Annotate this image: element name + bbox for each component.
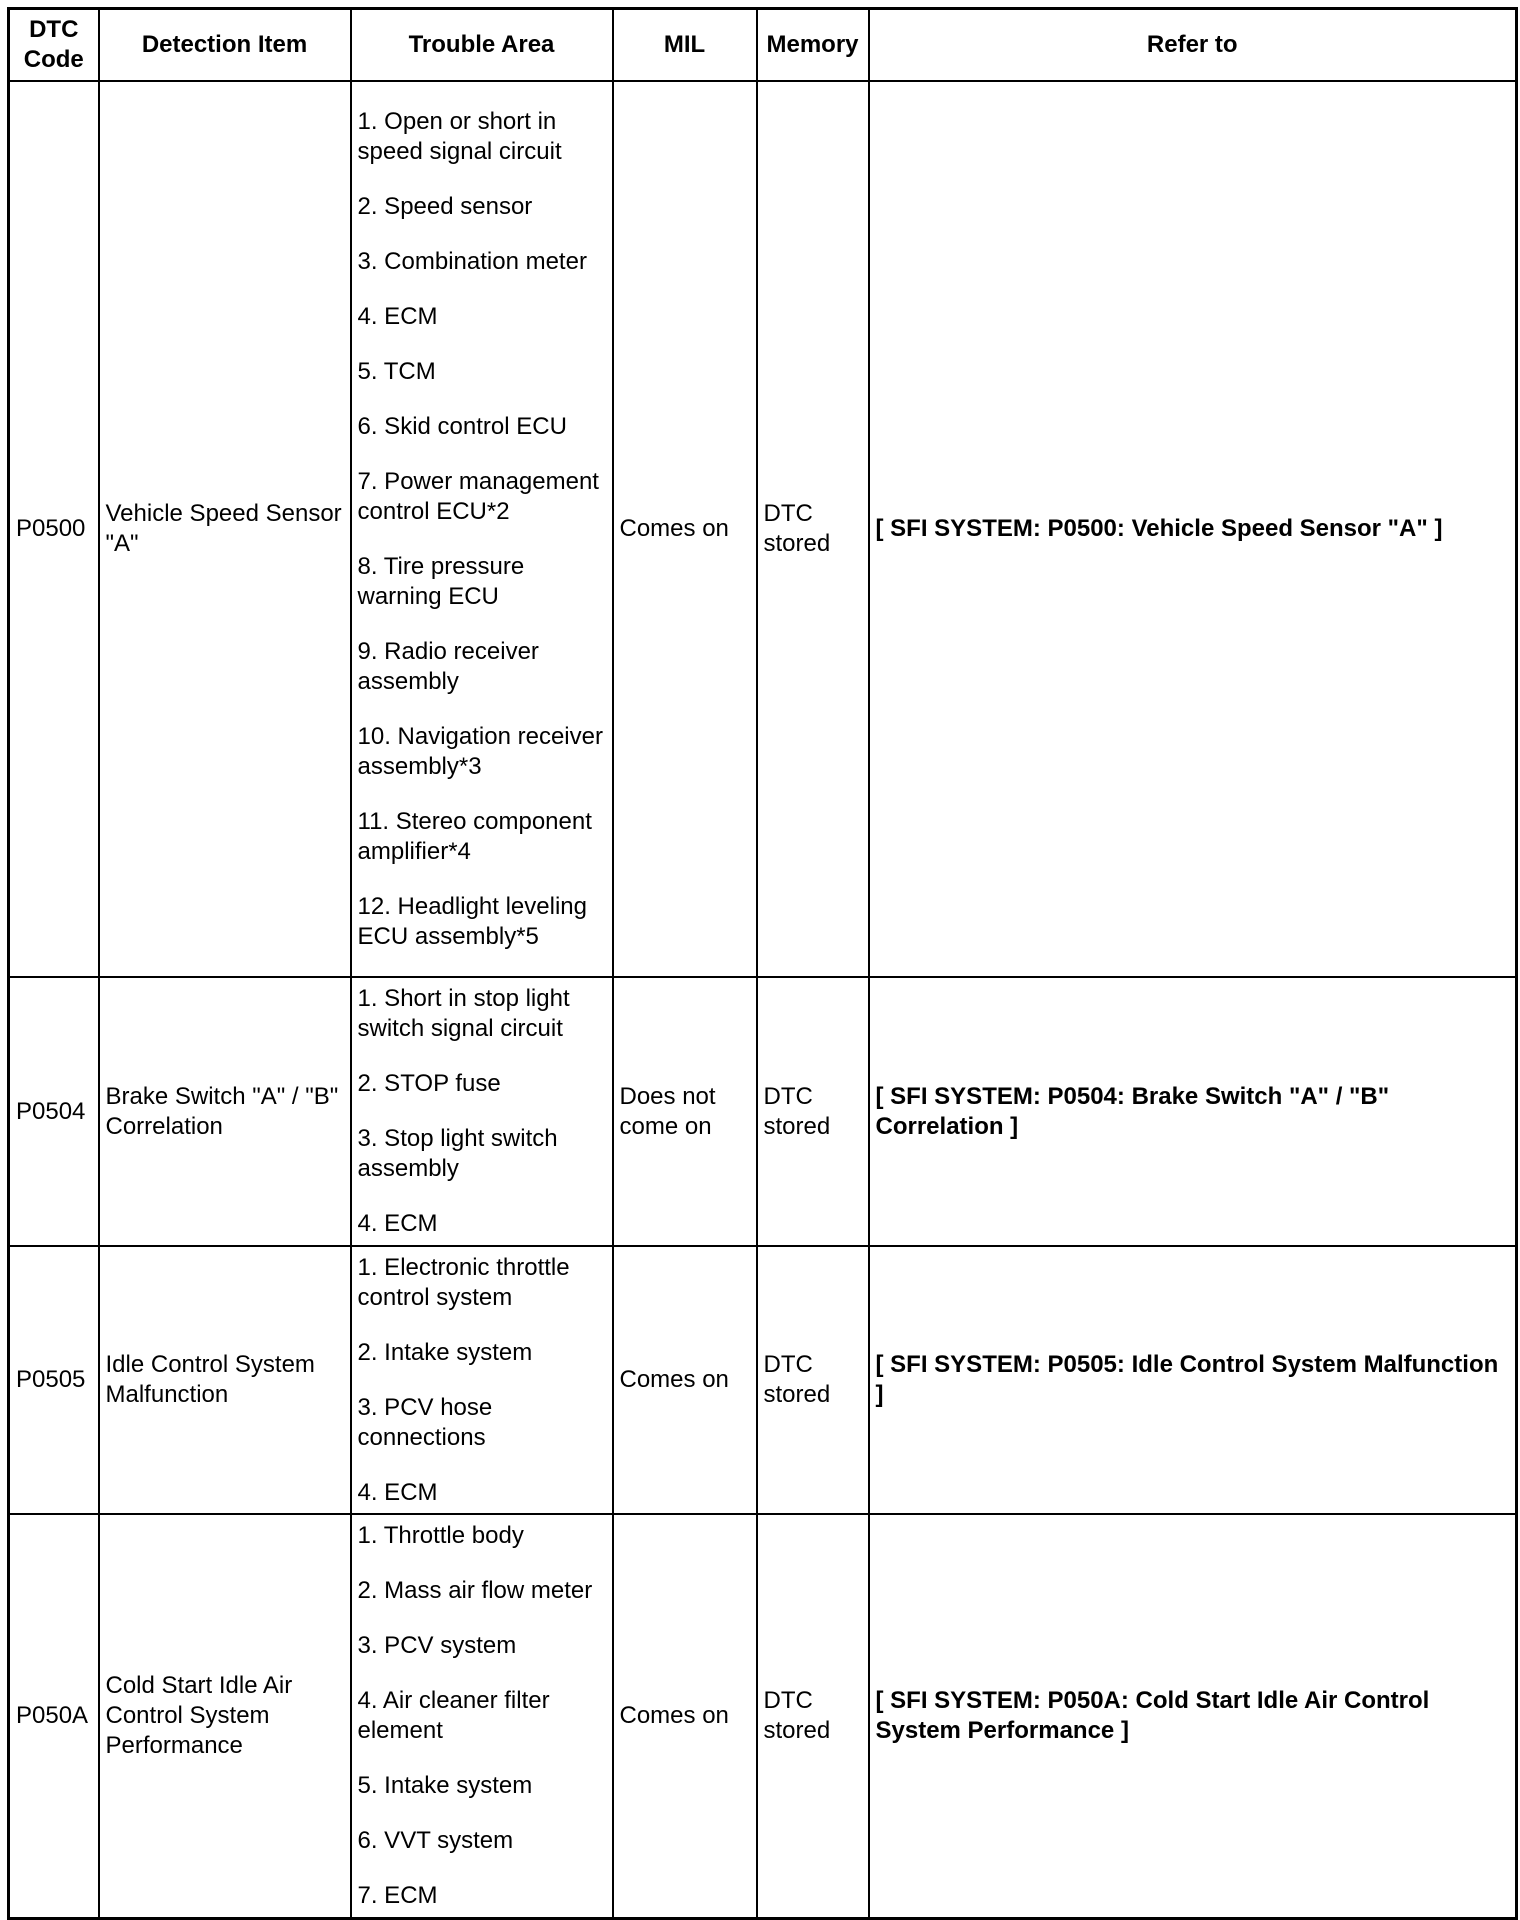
- table-row: [9, 1514, 1517, 1918]
- mil-cell: Comes on: [613, 81, 757, 977]
- trouble-area-item: 5. TCM: [357, 357, 436, 385]
- detection-item-cell: Cold Start Idle Air Control System Performance: [99, 1514, 351, 1918]
- trouble-area-item: 6. VVT system: [357, 1826, 514, 1854]
- trouble-area-cell: [351, 81, 613, 977]
- trouble-area-item: 3. Stop light switch assembly: [357, 1125, 558, 1182]
- header-detection-item: Detection Item: [99, 9, 351, 82]
- memory-cell: DTC stored: [757, 1514, 869, 1918]
- trouble-area-item: 2. Intake system: [357, 1338, 533, 1366]
- trouble-area-item: 9. Radio receiver assembly: [357, 637, 539, 695]
- trouble-area-item: 10. Navigation receiver assembly*3: [357, 722, 603, 780]
- trouble-area-list: [358, 107, 606, 952]
- trouble-area-item: 3. PCV system: [357, 1631, 517, 1659]
- table-row: [9, 81, 1517, 977]
- trouble-area-item: 11. Stereo component amplifier*4: [357, 807, 592, 865]
- trouble-area-item: 3. Combination meter: [357, 247, 587, 275]
- memory-cell: DTC stored: [757, 81, 869, 977]
- memory-cell: DTC stored: [757, 977, 869, 1246]
- mil-cell: Does not come on: [613, 977, 757, 1246]
- mil-cell: Comes on: [613, 1246, 757, 1514]
- trouble-area-item: 2. Mass air flow meter: [357, 1576, 593, 1604]
- trouble-area-item: 1. Throttle body: [357, 1521, 524, 1549]
- trouble-area-item: 1. Open or short in speed signal circuit: [357, 107, 562, 165]
- detection-item-cell: Brake Switch "A" / "B" Correlation: [99, 977, 351, 1246]
- detection-item-cell: Idle Control System Malfunction: [99, 1246, 351, 1514]
- trouble-area-list: [358, 984, 606, 1239]
- trouble-area-item: 7. ECM: [357, 1881, 438, 1909]
- dtc-code-cell: P0505: [9, 1246, 99, 1514]
- detection-item-cell: Vehicle Speed Sensor "A": [99, 81, 351, 977]
- header-trouble-area: Trouble Area: [351, 9, 613, 82]
- refer-to-link[interactable]: [ SFI SYSTEM: P0504: Brake Switch "A" / "B" Correlation ]: [869, 977, 1517, 1246]
- mil-cell: Comes on: [613, 1514, 757, 1918]
- trouble-area-item: 5. Intake system: [357, 1771, 533, 1799]
- trouble-area-item: 2. STOP fuse: [357, 1070, 501, 1097]
- trouble-area-item: 6. Skid control ECU: [357, 412, 567, 440]
- trouble-area-item: 7. Power management control ECU*2: [357, 467, 599, 525]
- refer-to-link[interactable]: [ SFI SYSTEM: P0500: Vehicle Speed Sensor "A" ]: [869, 81, 1517, 977]
- header-refer-to: Refer to: [869, 9, 1517, 82]
- refer-to-link[interactable]: [ SFI SYSTEM: P0505: Idle Control System Malfunction ]: [869, 1246, 1517, 1514]
- dtc-code-cell: P0504: [9, 977, 99, 1246]
- trouble-area-cell: [351, 977, 613, 1246]
- trouble-area-list: [358, 1253, 606, 1508]
- refer-to-link[interactable]: [ SFI SYSTEM: P050A: Cold Start Idle Air Control System Performance ]: [869, 1514, 1517, 1918]
- trouble-area-item: 4. ECM: [357, 1478, 438, 1506]
- trouble-area-item: 1. Short in stop light switch signal circuit: [357, 985, 570, 1042]
- trouble-area-item: 2. Speed sensor: [357, 192, 533, 220]
- trouble-area-cell: [351, 1514, 613, 1918]
- trouble-area-item: 4. ECM: [357, 1210, 438, 1237]
- dtc-code-cell: P050A: [9, 1514, 99, 1918]
- trouble-area-item: 8. Tire pressure warning ECU: [357, 552, 525, 610]
- table-header: [9, 9, 1517, 82]
- trouble-area-item: 1. Electronic throttle control system: [357, 1253, 570, 1311]
- trouble-area-item: 4. Air cleaner filter element: [357, 1686, 550, 1744]
- memory-cell: DTC stored: [757, 1246, 869, 1514]
- header-dtc-code: DTC Code: [9, 9, 99, 82]
- trouble-area-item: 4. ECM: [357, 302, 438, 330]
- table-row: [9, 977, 1517, 1246]
- trouble-area-cell: [351, 1246, 613, 1514]
- trouble-area-item: 12. Headlight leveling ECU assembly*5: [357, 892, 587, 950]
- table-row: [9, 1246, 1517, 1514]
- header-memory: Memory: [757, 9, 869, 82]
- trouble-area-item: 3. PCV hose connections: [357, 1393, 493, 1451]
- header-mil: MIL: [613, 9, 757, 82]
- trouble-area-list: [358, 1521, 606, 1911]
- dtc-code-cell: P0500: [9, 81, 99, 977]
- dtc-table: [7, 7, 1518, 1920]
